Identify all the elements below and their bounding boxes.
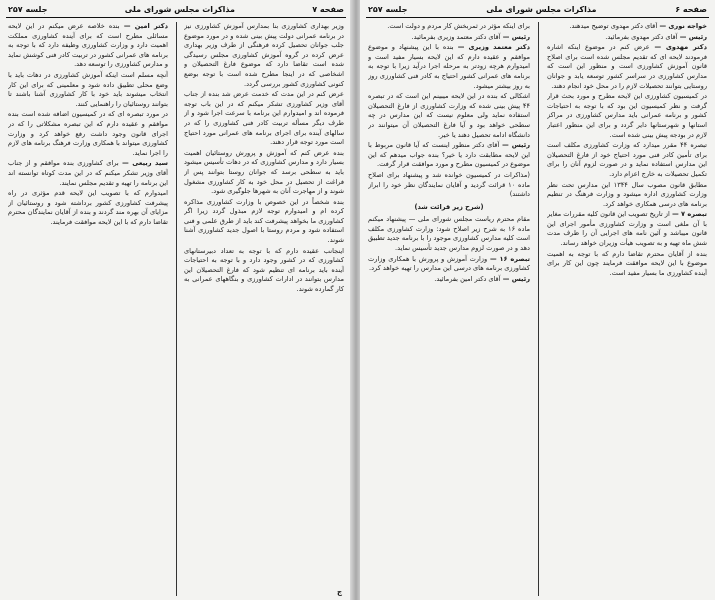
- paragraph-text: بنده از آقایان محترم تقاضا دارم که با توجه به اهمیت موضوع با این لایحه موافقت فرمایند چون این کار برای آینده کشاورزی ما بسیار مفید است.: [547, 249, 707, 277]
- paragraph: [547, 22, 707, 32]
- paragraph: [547, 43, 707, 91]
- left-page-label: صفحه ۷: [312, 4, 344, 14]
- paragraph-text: اشکالی که بنده در این لایحه میبینم این است که در تبصره ۴۴ پیش بینی شده که وزارت کشاورزی از فارغ التحصیلان استفاده نماید ولی معلوم نیست که این مدارس در چه سطحی خواهد بود و آیا فارغ التحصیلان آن میتوانند در دانشگاه ادامه تحصیل دهند یا خیر.: [368, 92, 530, 139]
- paragraph: [8, 110, 168, 158]
- left-page-session: جلسه ۲۵۷: [8, 4, 48, 14]
- paragraph: [368, 141, 530, 170]
- right-header-rule: [366, 17, 709, 18]
- paragraph: [8, 71, 168, 109]
- paragraph-text: در مورد تبصره ای که در کمیسیون اضافه شده است بنده موافقم و عقیده دارم که این تبصره مشکلاتی را که در اجرای قانون وجود داشت رفع خواهد کرد و وزارت کشاورزی میتواند با همکاری وزارت فرهنگ برنامه های لازم را اجرا نماید.: [8, 110, 168, 157]
- paragraph-text: در کمیسیون کشاورزی این لایحه مطرح و مورد بحث قرار گرفت و نظر کمیسیون این بود که با توجه به احتیاجات کشور و برنامه عمرانی باید مدارس کشاورزی در مراکز استانها و شهرستانها دایر گردد و برای این منظور اعتبار لازم در بودجه پیش بینی شده است.: [547, 92, 707, 139]
- paragraph-text: بنده خلاصه عرض میکنم در این لایحه مسائلی مطرح است که برای آینده کشاورزی مملکت اهمیت دارد و وزارت کشاورزی وظیفه دارد که با توجه به برنامه های عمرانی کشور در تربیت کادر فنی کوشش نماید و مدارس کشاورزی را توسعه دهد.: [8, 22, 168, 69]
- right-page-session: جلسه ۲۵۷: [368, 4, 408, 14]
- paragraph: [547, 181, 707, 210]
- right-page: [360, 0, 715, 600]
- right-page-title: مذاکرات مجلس شورای ملی: [486, 4, 597, 14]
- left-page-left-column: [8, 22, 168, 596]
- paragraph-text: اینجانب عقیده دارم که با توجه به تعداد دبیرستانهای کشاورزی که در کشور وجود دارد و با توجه به احتیاجات آینده باید برنامه ای تنظیم شود که فارغ التحصیلان این مدارس بتوانند در ادارات کشاورزی و بنگاههای عمرانی به کار گمارده شوند.: [184, 246, 344, 294]
- paragraph: [8, 159, 168, 188]
- paragraph: [184, 149, 344, 197]
- paragraph: [368, 92, 530, 140]
- paragraph-text: بنده عرض کنم که آموزش و پرورش روستائیان اهمیت بسیار دارد و مدارس کشاورزی که در دهات تأسیس میشود باید به سطحی برسد که جوانان روستا بتوانند پس از فراغت از تحصیل در محل خود به کار کشاورزی مشغول شوند و از مهاجرت آنان به شهرها جلوگیری شود.: [184, 148, 344, 196]
- paragraph: [547, 92, 707, 140]
- speaker-name: تبصره ۷ —: [669, 210, 707, 219]
- paragraph-text: بنده شخصاً در این خصوص با وزارت کشاورزی مذاکره کرده ام و امیدوارم توجه لازم مبذول گردد زیرا اگر کشاورزی ما بخواهد پیشرفت کند باید از طرق علمی و فنی استفاده شود و مردم روستا با اصول جدید کشاورزی آشنا شوند.: [184, 197, 344, 245]
- speaker-name: تبصره ۱۶ —: [487, 254, 530, 263]
- speaker-name: دکتر مهدوی —: [649, 43, 707, 52]
- paragraph-text: عرض کنم در این مدت که خدمت عرض شد بنده از جناب آقای وزیر کشاورزی تشکر میکنم که در این باب توجه فرموده اند و امیدوارم این برنامه با سرعت اجرا شود و از طرف دیگر مسأله تربیت کادر فنی کشاورزی را که در سالهای آینده برای اجرای برنامه های عمرانی مورد احتیاج است مورد توجه قرار دهند.: [184, 90, 344, 147]
- paragraph: (شرح زیر قرائت شد): [414, 202, 484, 211]
- paragraph: [8, 189, 168, 227]
- speaker-name: دکتر معتمد وزیری —: [453, 43, 530, 52]
- speaker-name: رئیس —: [677, 32, 707, 41]
- speaker-name: خواجه نوری —: [657, 22, 707, 30]
- paragraph-text: امیدوارم که با تصویب این لایحه قدم مؤثری در راه پیشرفت کشاورزی کشور برداشته شود و روستائیان از مزایای آن بهره مند گردند و بنده از آقایان نمایندگان محترم تقاضا دارم که با این لایحه موافقت فرمایند.: [8, 189, 168, 226]
- paragraph-text: بنده با این پیشنهاد و موضوع موافقم و عقیده دارم که این لایحه بسیار مفید است و امیدوارم هرچه زودتر به مرحله اجرا درآید زیرا با توجه به برنامه های عمرانی کشور احتیاج به کادر فنی کشاورزی روز به روز بیشتر میشود.: [368, 43, 530, 90]
- right-column-divider: [538, 22, 539, 596]
- paragraph: [547, 250, 707, 279]
- paragraph-text: تبصره ۴۴ مقرر میدارد که وزارت کشاورزی مکلف است برای تأمین کادر فنی مورد احتیاج خود از فارغ التحصیلان این مدارس استفاده نماید و در صورت لزوم آنان را برای تکمیل تحصیلات به خارج اعزام دارد.: [547, 141, 707, 178]
- paragraph: [368, 22, 530, 32]
- speaker-name: رئیس —: [500, 32, 530, 41]
- left-column-divider: [176, 22, 177, 596]
- paragraph-text: از تاریخ تصویب این قانون کلیه مقررات مغایر با آن ملغی است و وزارت کشاورزی مأمور اجرای این قانون میباشد و آئین نامه های اجرایی آن را ظرف مدت شش ماه تهیه و به تصویب هیأت وزیران خواهد رساند.: [547, 210, 707, 248]
- left-page-title: مذاکرات مجلس شورای ملی: [124, 4, 235, 14]
- paragraph: [184, 247, 344, 295]
- paragraph-text: آقای دکتر امین بفرمائید.: [434, 274, 501, 283]
- paragraph-text: آقای دکتر مهدوی توضیح میدهند.: [569, 22, 658, 30]
- paragraph: [8, 22, 168, 70]
- paragraph: [184, 90, 344, 148]
- paragraph: [368, 275, 530, 285]
- paragraph-text: برای اینکه مؤثر در ثمربخش کار مردم و دولت است.: [387, 22, 530, 30]
- left-page-right-column: [184, 22, 344, 596]
- paragraph: [368, 171, 530, 200]
- paragraph: [368, 215, 530, 253]
- paragraph-text: عرض کنم در موضوع اینکه اشاره فرمودند لایحه ای که تقدیم مجلس شده است برای اصلاح قانون آموزش کشاورزی است و منظور این است که مدارس کشاورزی در سراسر کشور توسعه یابد و جوانان روستایی بتوانند تحصیلات لازم را در محل خود انجام دهند.: [547, 43, 707, 90]
- paragraph-text: (مذاکرات در کمیسیون خوانده شد و پیشنهاد برای اصلاح ماده ۱۰ قرائت گردید و آقایان نمایندگان نظر خود را ابراز داشتند): [368, 170, 530, 199]
- paragraph: [547, 33, 707, 43]
- right-page-left-column: [368, 22, 530, 596]
- paragraph-text: آقای دکتر مهدوی بفرمائید.: [605, 32, 678, 41]
- left-page-footer-mark: ج: [336, 588, 342, 596]
- paragraph: [368, 255, 530, 274]
- paragraph: [368, 43, 530, 91]
- paragraph-text: آنچه مسلم است اینکه آموزش کشاورزی در دهات باید با وضع محلی تطبیق داده شود و معلمینی که برای این کار انتخاب میشوند باید خود با کار کشاورزی آشنا باشند تا بتوانند روستائیان را راهنمایی کنند.: [8, 70, 168, 108]
- paragraph-text: وزارت آموزش و پرورش با همکاری وزارت کشاورزی برنامه های درسی این مدارس را تهیه خواهد کرد.: [368, 254, 530, 273]
- speaker-name: رئیس —: [500, 274, 530, 283]
- left-header-rule: [6, 17, 346, 18]
- left-page: [0, 0, 352, 600]
- paragraph-text: مطابق قانون مصوب سال ۱۳۴۴ این مدارس تحت نظر وزارت کشاورزی اداره میشود و وزارت فرهنگ در تنظیم برنامه های درسی همکاری خواهد کرد.: [547, 180, 707, 208]
- speaker-name: دکتر امین —: [119, 22, 168, 30]
- paragraph-text: وزیر بهداری کشاورزی بنا بمدارس آموزش کشاورزی نیز در برنامه عمرانی دولت پیش بینی شده و در مورد موضوع جلب جوانان تحصیل کرده فرهنگی از طرف وزیر بهداری عرض کرده در گروه آموزش کشاورزی مجلس رسیدگی شده است تقاضا دارد که موضوع فارغ التحصیلان و اشخاصی که در اینجا مطرح شده است با توجه بوضع کنونی کشاورزی کشور بررسی گردد.: [184, 22, 344, 88]
- paragraph: [547, 210, 707, 248]
- paragraph: [184, 198, 344, 246]
- paragraph: [368, 33, 530, 43]
- right-page-header: [368, 2, 707, 16]
- right-page-right-column: [547, 22, 707, 596]
- paragraph-text: آقای دکتر منظور اینست که آیا قانون مربوط با این لایحه مطابقت دارد یا خیر؟ بنده جواب میدهم که این موضوع در کمیسیون مطرح و مورد موافقت قرار گرفت.: [368, 141, 530, 169]
- paragraph-text: برای کشاورزی بنده موافقم و از جناب آقای وزیر تشکر میکنم که در این مدت کوتاه توانسته اند این برنامه را تهیه و تقدیم مجلس نمایند.: [8, 159, 168, 187]
- paragraph: [184, 22, 344, 89]
- paragraph-text: مقام محترم ریاست مجلس شورای ملی — پیشنهاد میکنم ماده ۱۶ به شرح زیر اصلاح شود: وزارت کشاورزی مکلف است کلیه مدارس کشاورزی موجود را با برنامه جدید تطبیق دهد و در صورت لزوم مدارس جدید تأسیس نماید.: [368, 215, 530, 253]
- speaker-name: رئیس —: [499, 141, 530, 150]
- left-page-header: [8, 2, 344, 16]
- paragraph: [547, 141, 707, 179]
- speaker-name: سید ربیعی —: [118, 159, 168, 168]
- paragraph-text: آقای دکتر معتمد وزیری بفرمائید.: [411, 32, 501, 41]
- right-page-label: صفحه ۶: [675, 4, 707, 14]
